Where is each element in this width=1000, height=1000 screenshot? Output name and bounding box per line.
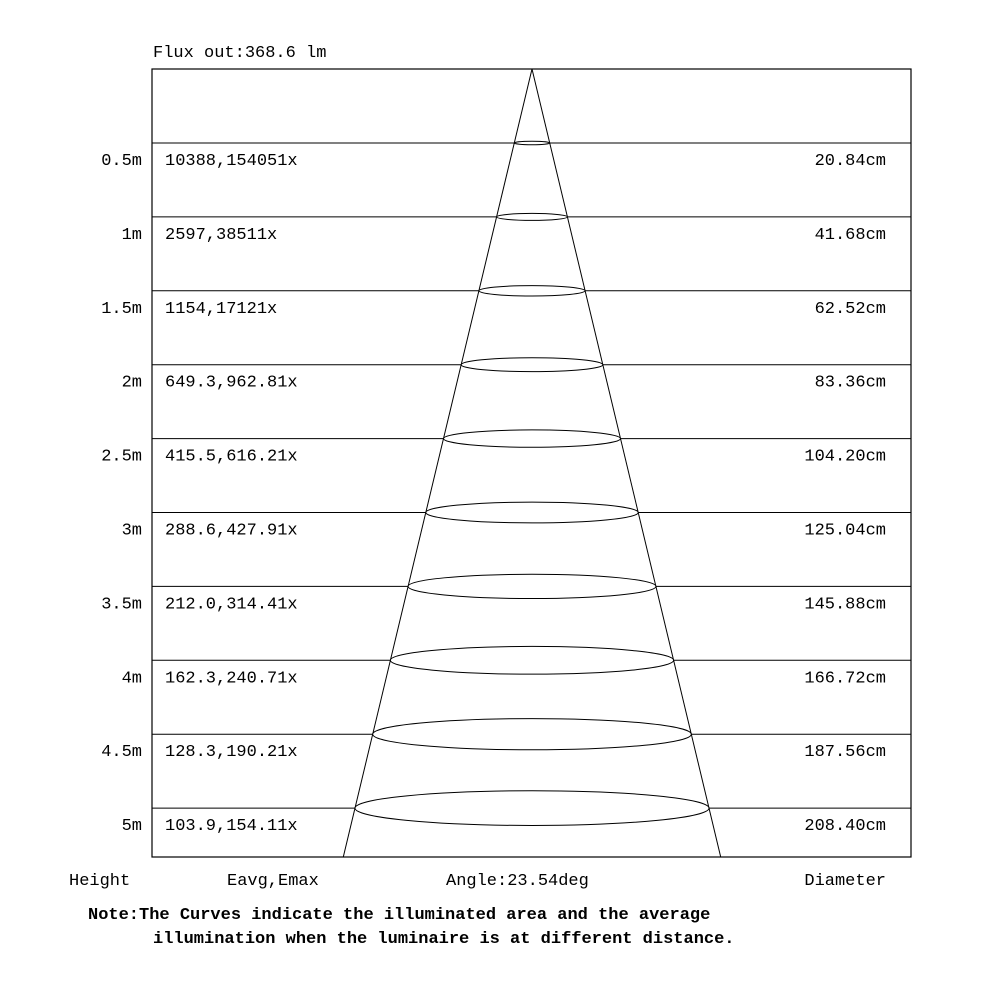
row-diameter-label: 41.68cm: [814, 225, 886, 245]
row-diameter-label: 208.40cm: [804, 817, 886, 837]
note-line-2: illumination when the luminaire is at different distance.: [153, 930, 735, 949]
row-height-label: 4.5m: [101, 743, 142, 763]
row-diameter-label: 145.88cm: [804, 595, 886, 615]
row-height-label: 1m: [121, 225, 142, 245]
beam-ellipse: [390, 646, 673, 674]
row-height-label: 5m: [121, 817, 142, 837]
row-illuminance-label: 212.0,314.41x: [165, 595, 298, 615]
beam-ellipse: [443, 430, 620, 447]
beam-ellipse: [426, 502, 638, 523]
beam-ellipse: [355, 791, 709, 826]
row-illuminance-label: 2597,38511x: [165, 225, 278, 245]
row-height-label: 3.5m: [101, 595, 142, 615]
flux-label: Flux out:368.6 lm: [153, 44, 327, 63]
row-illuminance-label: 162.3,240.71x: [165, 669, 298, 689]
beam-ellipse: [514, 141, 549, 144]
beam-ellipse: [408, 574, 656, 598]
beam-ellipses: [355, 141, 709, 825]
row-diameter-label: 125.04cm: [804, 521, 886, 541]
row-illuminance-label: 1154,17121x: [165, 299, 278, 319]
row-diameter-label: 62.52cm: [814, 299, 886, 319]
row-height-label: 2.5m: [101, 447, 142, 467]
row-diameter-label: 20.84cm: [814, 152, 886, 171]
row-illuminance-label: 128.3,190.21x: [165, 743, 298, 763]
beam-ellipse: [497, 213, 568, 220]
beam-angle-label: Angle:23.54deg: [446, 872, 589, 891]
row-height-label: 3m: [121, 521, 142, 541]
note-line-1: Note:The Curves indicate the illuminated area and the average: [88, 906, 711, 925]
row-illuminance-label: 10388,154051x: [165, 152, 298, 171]
row-illuminance-label: 288.6,427.91x: [165, 521, 298, 541]
row-height-label: 1.5m: [101, 299, 142, 319]
row-diameter-label: 104.20cm: [804, 447, 886, 467]
row-height-label: 4m: [121, 669, 142, 689]
row-height-label: 0.5m: [101, 152, 142, 171]
illuminance-axis-label: Eavg,Emax: [227, 872, 319, 891]
row-diameter-label: 166.72cm: [804, 669, 886, 689]
row-diameter-label: 83.36cm: [814, 373, 886, 393]
row-illuminance-label: 415.5,616.21x: [165, 447, 298, 467]
row-illuminance-label: 649.3,962.81x: [165, 373, 298, 393]
row-diameter-label: 187.56cm: [804, 743, 886, 763]
row-illuminance-label: 103.9,154.11x: [165, 817, 298, 837]
row-height-label: 2m: [121, 373, 142, 393]
beam-ellipse: [461, 358, 603, 372]
height-axis-label: Height: [69, 872, 131, 891]
diameter-axis-label: Diameter: [804, 872, 886, 891]
beam-ellipse: [479, 286, 585, 296]
beam-ellipse: [373, 719, 692, 750]
